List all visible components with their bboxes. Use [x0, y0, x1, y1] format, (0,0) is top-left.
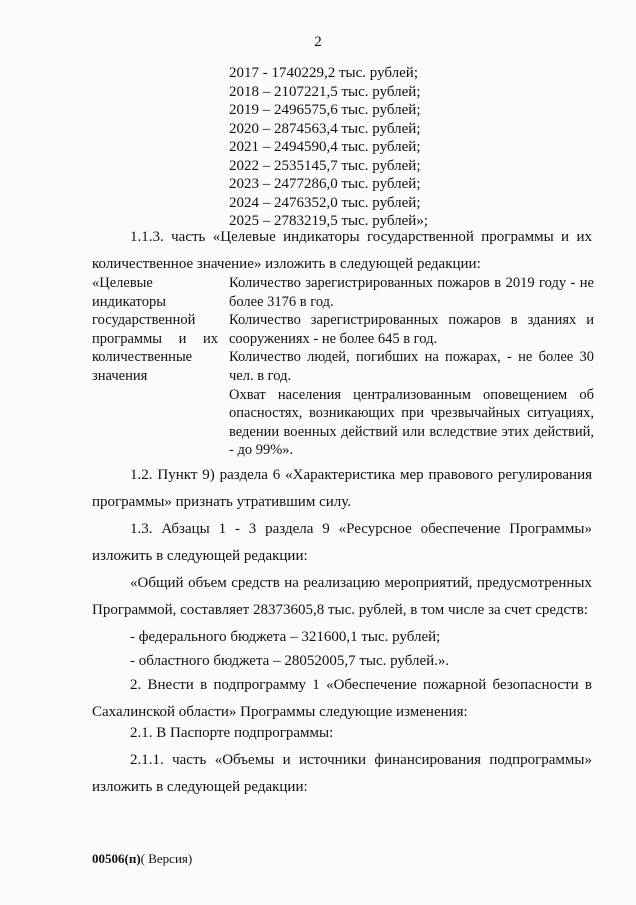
- paragraph-2-1: 2.1. В Паспорте подпрограммы:: [130, 725, 334, 741]
- indicator-item: Количество людей, погибших на пожарах, - не более 30 чел. в год.: [229, 349, 594, 384]
- document-footer: [92, 851, 192, 867]
- indicator-item: Охват населения централизованным оповещением об опасностях, возникающих при чрезвычайных ситуациях, ведении военных действий или вследствие этих действий, - до 99%».: [229, 386, 594, 459]
- paragraph-1-3-quote: «Общий объем средств на реализацию мероприятий, предусмотренных Программой, составляет 28373605,8 тыс. рублей, в том числе за счет средств:: [92, 575, 592, 618]
- year-line: 2020 – 2874563,4 тыс. рублей;: [229, 120, 421, 137]
- indicator-item: Количество зарегистрированных пожаров в зданиях и сооружениях - не более 645 в год.: [229, 312, 594, 347]
- year-line: 2021 – 2494590,4 тыс. рублей;: [229, 139, 421, 155]
- page-number: 2: [314, 34, 322, 50]
- year-line: 2024 – 2476352,0 тыс. рублей;: [229, 194, 421, 211]
- paragraph-2: 2. Внести в подпрограмму 1 «Обеспечение пожарной безопасности в Сахалинской области» Программы следующие изменения:: [92, 677, 592, 720]
- funding-by-year-list: [229, 64, 428, 231]
- year-line: 2017 - 1740229,2 тыс. рублей;: [229, 65, 418, 81]
- paragraph-1-2: 1.2. Пункт 9) раздела 6 «Характеристика мер правового регулирования программы» признать утратившим силу.: [92, 467, 592, 510]
- document-version: ( Версия): [140, 851, 193, 866]
- indicators-table-label: «Целевые индикаторы государственной программы и их количественные значения: [92, 275, 218, 384]
- paragraph-2-1-1: 2.1.1. часть «Объемы и источники финансирования подпрограммы» изложить в следующей редакции:: [92, 752, 592, 795]
- year-line: 2025 – 2783219,5 тыс. рублей»;: [229, 213, 428, 229]
- document-code: 00506(п): [92, 851, 141, 866]
- paragraph-1-1-3: 1.1.3. часть «Целевые индикаторы государственной программы и их количественное значение» изложить в следующей редакции:: [92, 229, 592, 272]
- regional-budget-line: - областного бюджета – 28052005,7 тыс. рублей.».: [130, 653, 450, 669]
- indicator-item: Количество зарегистрированных пожаров в 2019 году - не более 3176 в год.: [229, 275, 594, 310]
- paragraph-1-3: 1.3. Абзацы 1 - 3 раздела 9 «Ресурсное обеспечение Программы» изложить в следующей редакции:: [92, 521, 592, 564]
- year-line: 2022 – 2535145,7 тыс. рублей;: [229, 157, 421, 174]
- federal-budget-line: - федерального бюджета – 321600,1 тыс. рублей;: [130, 629, 441, 645]
- year-line: 2019 – 2496575,6 тыс. рублей;: [229, 102, 421, 118]
- year-line: 2023 – 2477286,0 тыс. рублей;: [229, 176, 421, 192]
- indicators-table-values: [229, 274, 594, 460]
- year-line: 2018 – 2107221,5 тыс. рублей;: [229, 83, 421, 100]
